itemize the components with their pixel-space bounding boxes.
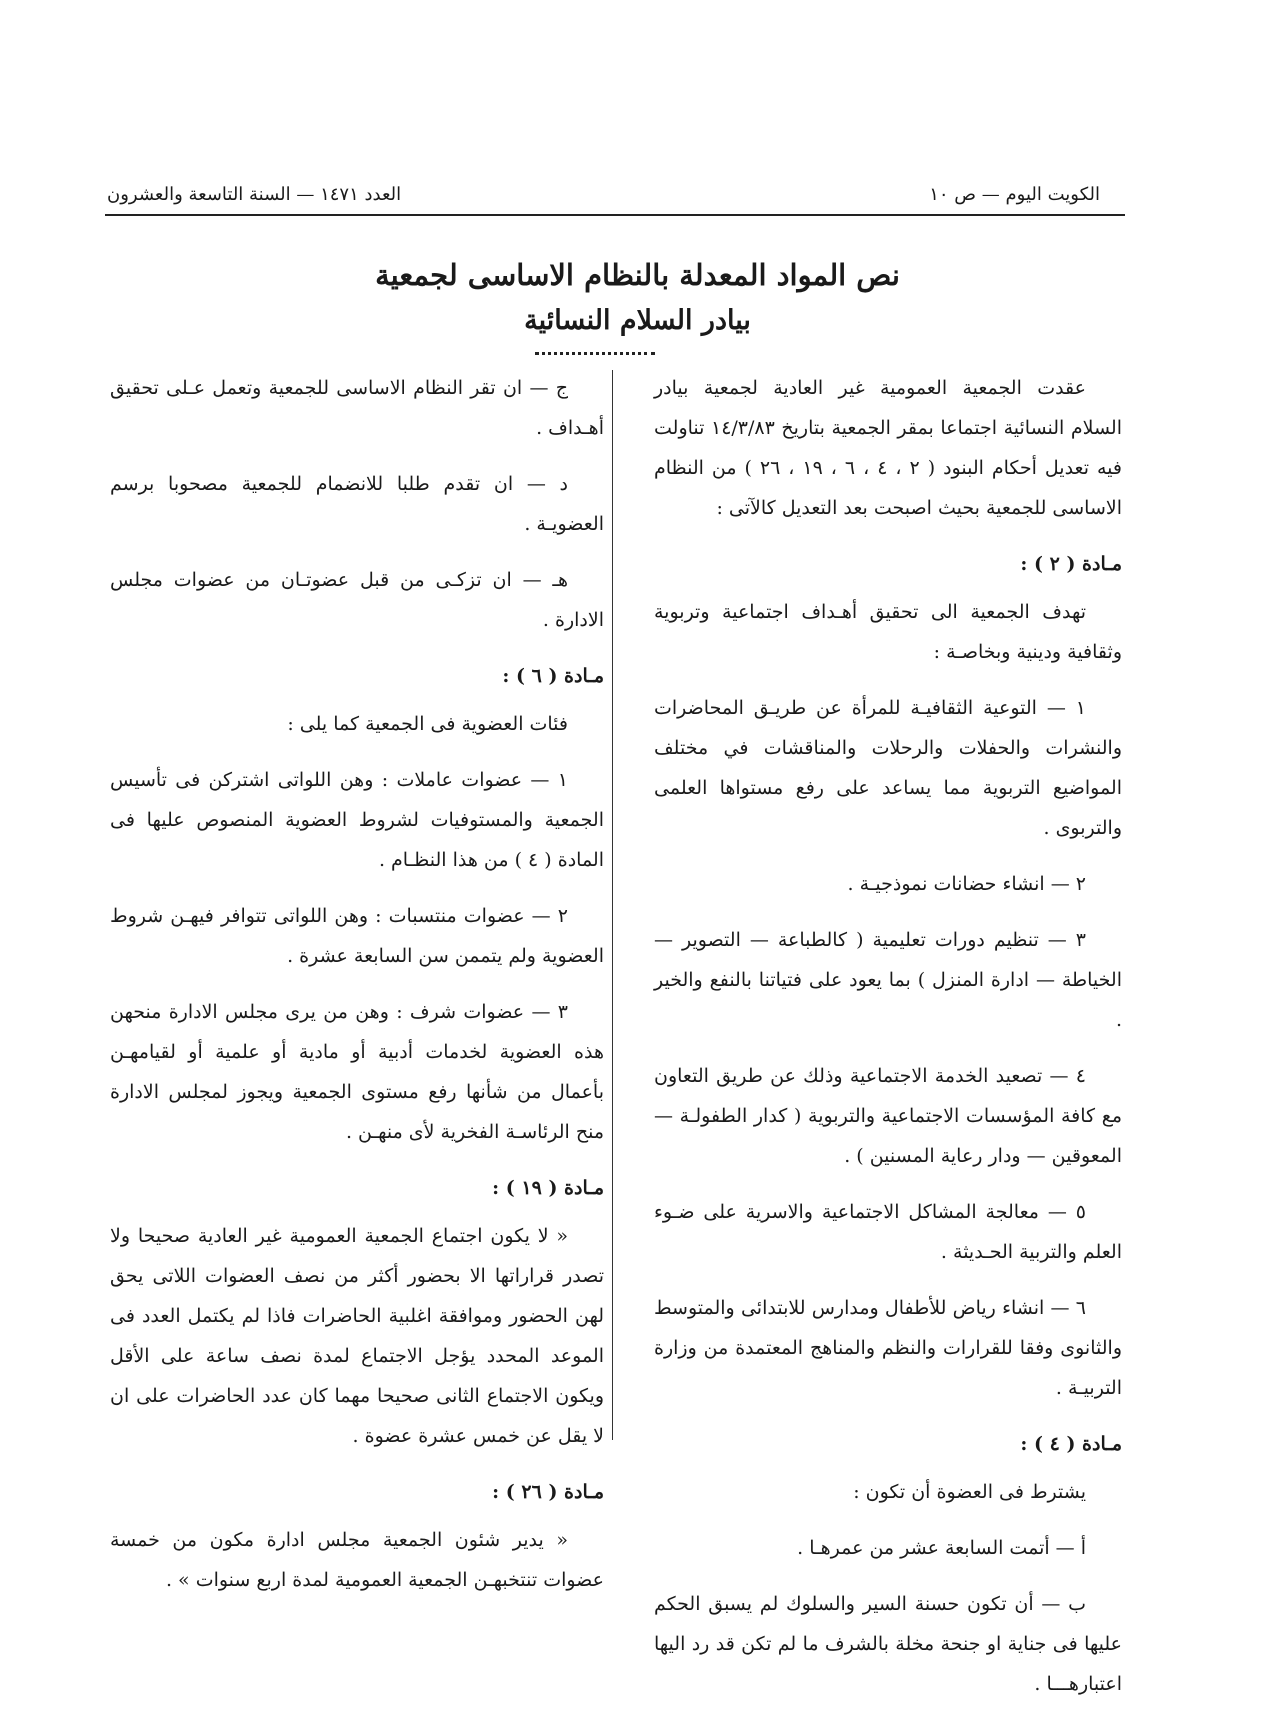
article-6-item-1: ١ — عضوات عاملات : وهن اللواتى اشتركن فى تأسيس الجمعية والمستوفيات لشروط العضوية المنصوص عليها فى المادة ( ٤ ) من هذا النظـام . bbox=[110, 769, 604, 871]
article-2-item-2: ٢ — انشاء حضانات نموذجيـة . bbox=[847, 873, 1086, 895]
header-rule bbox=[105, 214, 1125, 216]
article-2-item-4: ٤ — تصعيد الخدمة الاجتماعية وذلك عن طريق التعاون مع كافة المؤسسات الاجتماعية والتربوية ( كدار الطفولـة — المعوقين — ودار رعاية المسنين ) . bbox=[654, 1065, 1122, 1167]
intro-paragraph: عقدت الجمعية العمومية غير العادية لجمعية بيادر السلام النسائية اجتماعا بمقر الجمعية بتاريخ ١٤/٣/٨٣ تناولت فيه تعديل أحكام البنود ( ٢ ، ٤ ، ٦ ، ١٩ ، ٢٦ ) من النظام الاساسى للجمعية بحيث اصبحت بعد التعديل كالآتى : bbox=[654, 377, 1122, 519]
right-column bbox=[654, 368, 1122, 1720]
document-subtitle: بيادر السلام النسائية bbox=[524, 305, 751, 336]
article-6-heading: مـادة ( ٦ ) : bbox=[502, 665, 604, 687]
left-column bbox=[110, 368, 604, 1616]
document-title: نص المواد المعدلة بالنظام الاساسى لجمعية bbox=[375, 258, 900, 292]
header-issue: العدد ١٤٧١ — السنة التاسعة والعشرون bbox=[107, 184, 402, 205]
article-19-text: « لا يكون اجتماع الجمعية العمومية غير العادية صحيحا ولا تصدر قراراتها الا بحضور أكثر من نصف العضوات اللاتى يحق لهن الحضور وموافقة اغلبية الحاضرات فاذا لم يكتمل العدد فى الموعد المحدد يؤجل الاجتماع لمدة نصف ساعة على الأقل ويكون الاجتماع الثانى صحيحا مهما كان عدد الحاضرات على ان لا يقل عن خمس عشرة عضوة . bbox=[110, 1225, 604, 1447]
article-4-heading: مـادة ( ٤ ) : bbox=[1020, 1433, 1122, 1455]
article-2-item-1: ١ — التوعية الثقافيـة للمرأة عن طريـق المحاضرات والنشرات والحفلات والرحلات والمناقشات في مختلف المواضيع التربوية مما يساعد على رفع مستواها العلمى والتربوى . bbox=[654, 697, 1122, 839]
article-6-item-3: ٣ — عضوات شرف : وهن من يرى مجلس الادارة منحهن هذه العضوية لخدمات أدبية أو مادية أو علمية أو لقيامهـن بأعمال من شأنها رفع مستوى الجمعية ويجوز لمجلس الادارة منح الرئاسـة الفخرية لأى منهـن . bbox=[110, 1001, 604, 1143]
article-6-item-2: ٢ — عضوات منتسبات : وهن اللواتى تتوافر فيهـن شروط العضوية ولم يتممن سن السابعة عشرة . bbox=[110, 905, 604, 967]
article-2-heading: مـادة ( ٢ ) : bbox=[1020, 553, 1122, 575]
article-26-text: « يدير شئون الجمعية مجلس ادارة مكون من خمسة عضوات تنتخبهـن الجمعية العمومية لمدة اربع سنوات » . bbox=[110, 1529, 604, 1591]
article-4-item-c: ج — ان تقر النظام الاساسى للجمعية وتعمل عـلى تحقيق أهـداف . bbox=[110, 377, 604, 439]
article-2-item-5: ٥ — معالجة المشاكل الاجتماعية والاسرية على ضـوء العلم والتربية الحـديثة . bbox=[654, 1201, 1122, 1263]
article-26-heading: مـادة ( ٢٦ ) : bbox=[492, 1481, 604, 1503]
article-19-heading: مـادة ( ١٩ ) : bbox=[492, 1177, 604, 1199]
article-4-item-a: أ — أتمت السابعة عشر من عمرهـا . bbox=[797, 1537, 1086, 1559]
article-4-item-d: د — ان تقدم طلبا للانضمام للجمعية مصحوبا برسم العضويـة . bbox=[110, 473, 604, 535]
article-2-item-3: ٣ — تنظيم دورات تعليمية ( كالطباعة — التصوير — الخياطة — ادارة المنزل ) بما يعود على فتياتنا بالنفع والخير . bbox=[654, 929, 1122, 1031]
article-2-item-6: ٦ — انشاء رياض للأطفال ومدارس للابتدائى والمتوسط والثانوى وفقا للقرارات والنظم والمناهج المعتمدة من وزارة التربيـة . bbox=[654, 1297, 1122, 1399]
article-4-text: يشترط فى العضوة أن تكون : bbox=[853, 1481, 1086, 1503]
article-4-item-e: هـ — ان تزكـى من قبل عضوتـان من عضوات مجلس الادارة . bbox=[110, 569, 604, 631]
title-ornament bbox=[535, 352, 655, 355]
article-2-text: تهدف الجمعية الى تحقيق أهـداف اجتماعية وتربوية وثقافية ودينية وبخاصـة : bbox=[654, 601, 1122, 663]
header-publication: الكويت اليوم — ص ١٠ bbox=[929, 184, 1100, 205]
article-6-text: فئات العضوية فى الجمعية كما يلى : bbox=[287, 713, 568, 735]
column-divider bbox=[612, 370, 613, 1440]
article-4-item-b: ب — أن تكون حسنة السير والسلوك لم يسبق الحكم عليها فى جناية او جنحة مخلة بالشرف ما لم تكن قد رد اليها اعتبارهـــا . bbox=[654, 1593, 1122, 1695]
